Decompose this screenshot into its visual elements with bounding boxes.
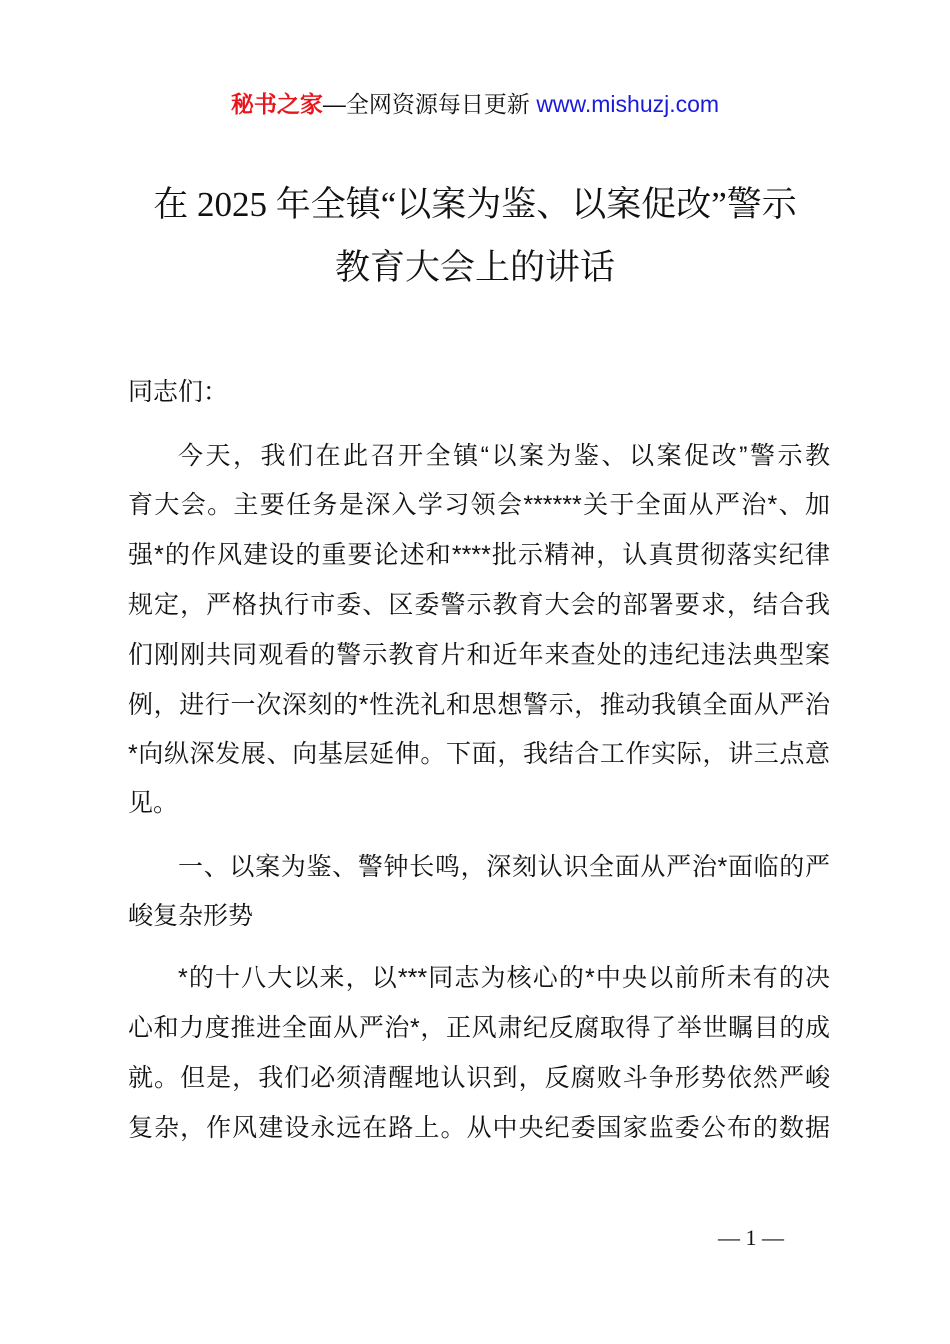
site-url[interactable]: www.mishuzj.com xyxy=(536,91,720,117)
paragraph-line: 规定，严格执行市委、区委警示教育大会的部署要求，结合我 xyxy=(128,591,830,619)
paragraph-line: 见。 xyxy=(128,789,179,817)
section-heading-line: 峻复杂形势 xyxy=(128,902,254,930)
paragraph-line: 心和力度推进全面从严治*，正风肃纪反腐取得了举世瞩目的成 xyxy=(128,1014,830,1042)
paragraph-line: 今天，我们在此召开全镇“以案为鉴、以案促改”警示教 xyxy=(178,442,830,470)
paragraph-line: 复杂，作风建设永远在路上。从中央纪委国家监委公布的数据 xyxy=(128,1114,830,1142)
paragraph-line: 例，进行一次深刻的*性洗礼和思想警示，推动我镇全面从严治 xyxy=(128,691,830,719)
paragraph-line: 们刚刚共同观看的警示教育片和近年来查处的违纪违法典型案 xyxy=(128,641,830,669)
paragraph-line: *的十八大以来，以***同志为核心的*中央以前所未有的决 xyxy=(178,964,830,992)
header-tagline: —全网资源每日更新 xyxy=(322,91,537,117)
section-heading-line: 一、以案为鉴、警钟长鸣，深刻认识全面从严治*面临的严 xyxy=(178,853,830,881)
document-title-line-1: 在 2025 年全镇“以案为鉴、以案促改”警示 xyxy=(153,185,797,224)
site-header xyxy=(0,88,950,120)
paragraph-line: 强*的作风建设的重要论述和****批示精神，认真贯彻落实纪律 xyxy=(128,541,830,569)
page-number: — 1 — xyxy=(718,1225,784,1250)
greeting: 同志们： xyxy=(128,378,229,406)
paragraph-line: 育大会。主要任务是深入学习领会******关于全面从严治*、加 xyxy=(128,491,830,519)
brand-name: 秘书之家 xyxy=(230,91,323,117)
paragraph-line: 就。但是，我们必须清醒地认识到，反腐败斗争形势依然严峻 xyxy=(128,1064,830,1092)
paragraph-line: *向纵深发展、向基层延伸。下面，我结合工作实际，讲三点意 xyxy=(128,740,830,768)
document-title-line-2: 教育大会上的讲话 xyxy=(334,248,615,287)
